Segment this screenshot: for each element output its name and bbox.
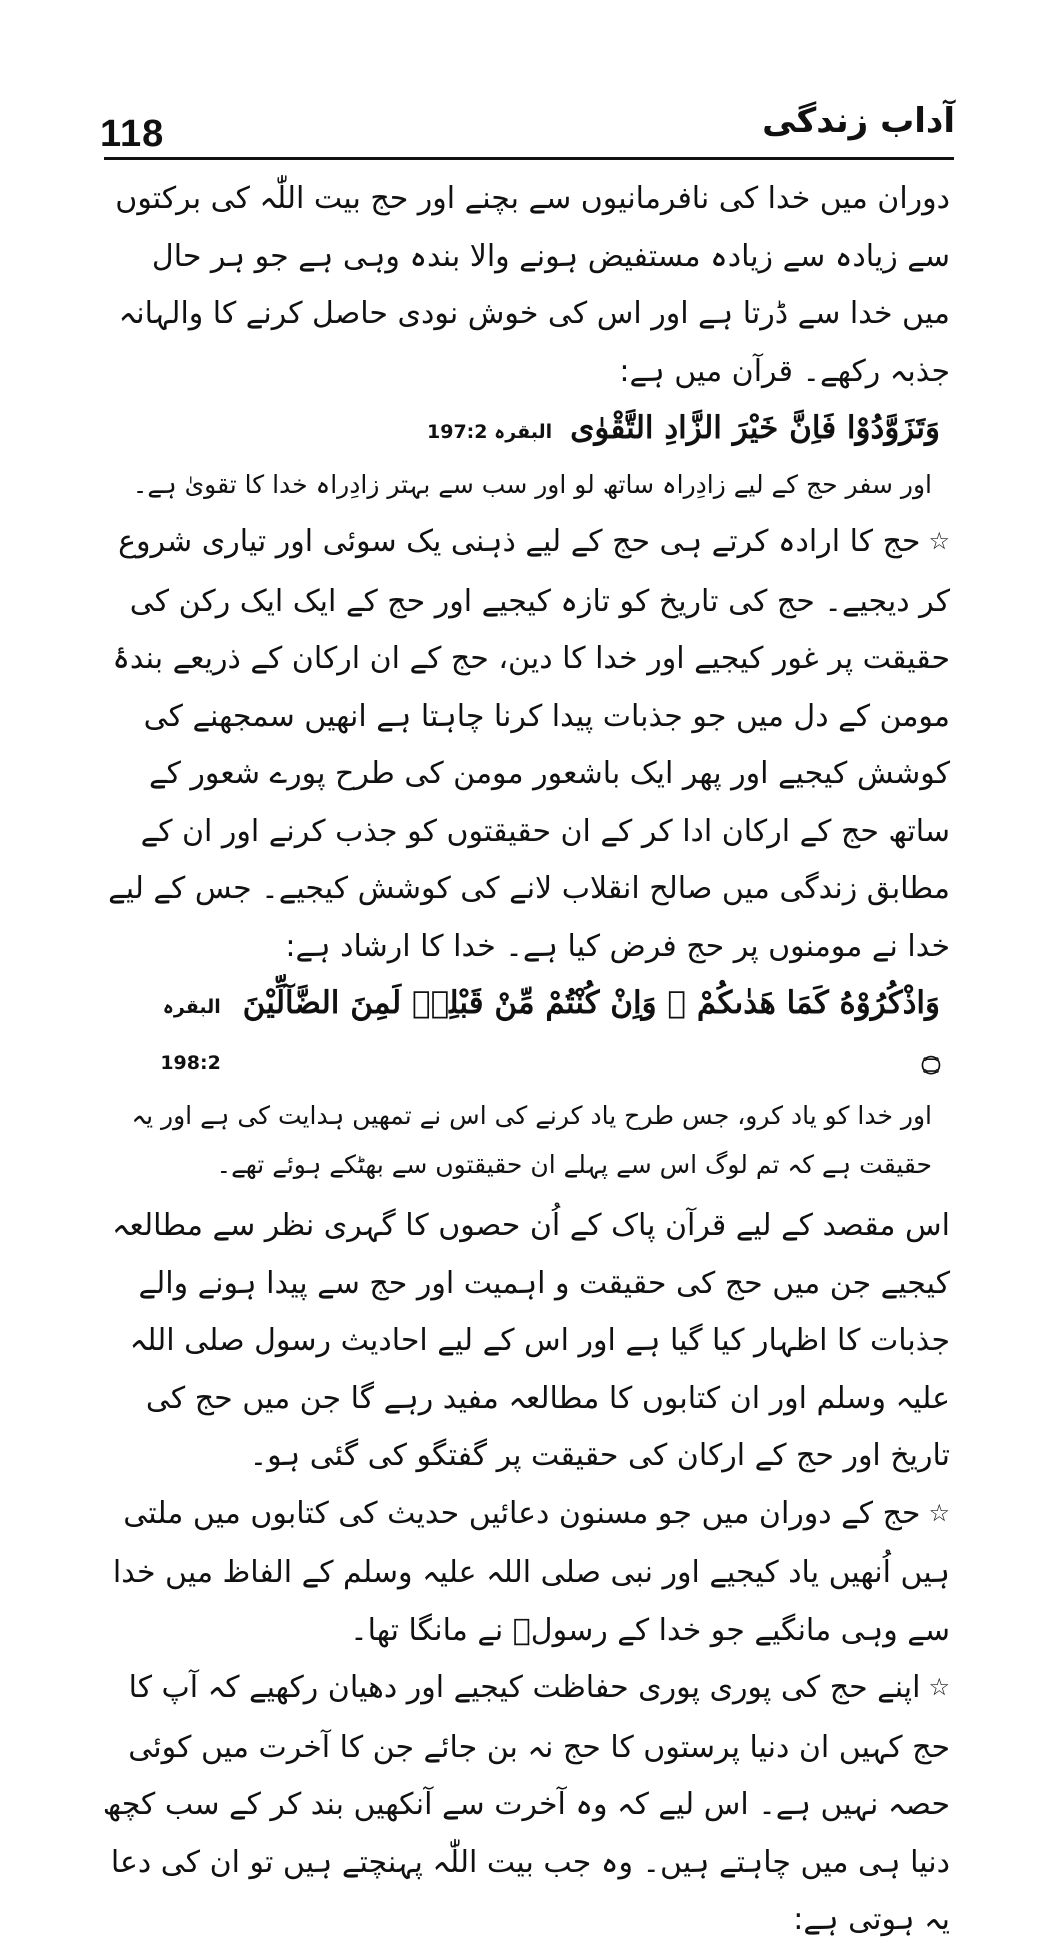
paragraph-study: اس مقصد کے لیے قرآن پاک کے اُن حصوں کا گہری نظر سے مطالعہ کیجیے جن میں حج کی حقیقت و اہمیت اور حج سے پیدا ہونے والے جذبات کا اظہار کیا گیا ہے اور اس کے لیے احادیث رسول صلی اللہ علیہ وسلم اور ان کتابوں کا مطالعہ مفید رہے گا جن میں حج کی تاریخ اور حج کے ارکان کی حقیقت پر گفتگو کی گئی ہو۔	[111, 1208, 950, 1473]
paragraph-text: حج کا ارادہ کرتے ہی حج کے لیے ذہنی یک سوئی اور تیاری شروع کر دیجیے۔ حج کی تاریخ کو تازہ کیجیے اور حج کے ایک ایک رکن کی حقیقت پر غور کیجیے اور خدا کا دین، حج کے ان ارکان کے ذریعے بندۂ مومن کے دل میں جو جذبات پیدا کرنا چاہتا ہے انھیں سمجھنے کی کوشش کیجیے اور پھر ایک باشعور مومن کی طرح پورے شعور کے ساتھ حج کے ارکان ادا کر کے ان حقیقتوں کو جذب کرنے اور ان کے مطابق زندگی میں صالح انقلاب لانے کی کوشش کیجیے۔ جس کے لیے خدا نے مومنوں پر حج فرض کیا ہے۔ خدا کا ارشاد ہے:	[108, 524, 950, 964]
star-bullet-icon: ☆	[928, 1498, 950, 1527]
verse-text: وَاذْكُرُوْهُ كَمَا هَدٰىكُمْ ۚ وَاِنْ كُنْتُمْ مِّنْ قَبْلِهٖ لَمِنَ الضَّآلِّيْنَ ۝	[242, 985, 940, 1077]
verse-text: وَتَزَوَّدُوْا فَاِنَّ خَيْرَ الزَّادِ التَّقْوٰى	[570, 410, 940, 446]
running-title: آداب زندگی	[762, 101, 955, 141]
star-bullet-icon: ☆	[928, 1673, 950, 1701]
quran-verse-1	[100, 400, 950, 460]
verse-reference: البقرہ 197:2	[427, 421, 553, 443]
paragraph-text: اپنے حج کی پوری پوری حفاظت کیجیے اور دھیان رکھیے کہ آپ کا حج کہیں ان دنیا پرستوں کا حج نہ بن جائے جن کا آخرت میں کوئی حصہ نہیں ہے۔ اس لیے کہ وہ آخرت سے آنکھیں بند کر کے سب کچھ دنیا ہی میں چاہتے ہیں۔ وہ جب بیت اللّٰہ پہنچتے ہیں تو ان کی دعا یہ ہوتی ہے:	[102, 1670, 950, 1937]
verse-translation-2: اور خدا کو یاد کرو، جس طرح یاد کرنے کی اس نے تمھیں ہدایت کی ہے اور یہ حقیقت ہے کہ تم لوگ اس سے پہلے ان حقیقتوں سے بھٹکے ہوئے تھے۔	[131, 1101, 932, 1179]
bullet-paragraph-hajj-intention	[100, 513, 950, 975]
quran-verse-2	[100, 975, 950, 1091]
verse-reference: البقرہ 198:2	[160, 996, 221, 1074]
star-bullet-icon: ☆	[928, 527, 950, 555]
page-number: 118	[100, 113, 165, 155]
verse-translation-1: اور سفر حج کے لیے زادِراہ ساتھ لو اور سب سے بہتر زادِراہ خدا کا تقویٰ ہے۔	[132, 470, 932, 499]
page-body	[100, 170, 950, 1949]
bullet-paragraph-duas	[100, 1485, 950, 1660]
page-header	[100, 95, 955, 155]
header-divider	[104, 157, 954, 160]
bullet-paragraph-protect-hajj	[100, 1659, 950, 1949]
paragraph-intro: دوران میں خدا کی نافرمانیوں سے بچنے اور حج بیت اللّٰہ کی برکتوں سے زیادہ سے زیادہ مستفیض ہونے والا بندہ وہی ہے جو ہر حال میں خدا سے ڈرتا ہے اور اس کی خوش نودی حاصل کرنے کا والہانہ جذبہ رکھے۔ قرآن میں ہے:	[115, 181, 950, 389]
paragraph-text: حج کے دوران میں جو مسنون دعائیں حدیث کی کتابوں میں ملتی ہیں اُنھیں یاد کیجیے اور نبی صلی اللہ علیہ وسلم کے الفاظ میں خدا سے وہی مانگیے جو خدا کے رسولؐ نے مانگا تھا۔	[112, 1495, 950, 1648]
